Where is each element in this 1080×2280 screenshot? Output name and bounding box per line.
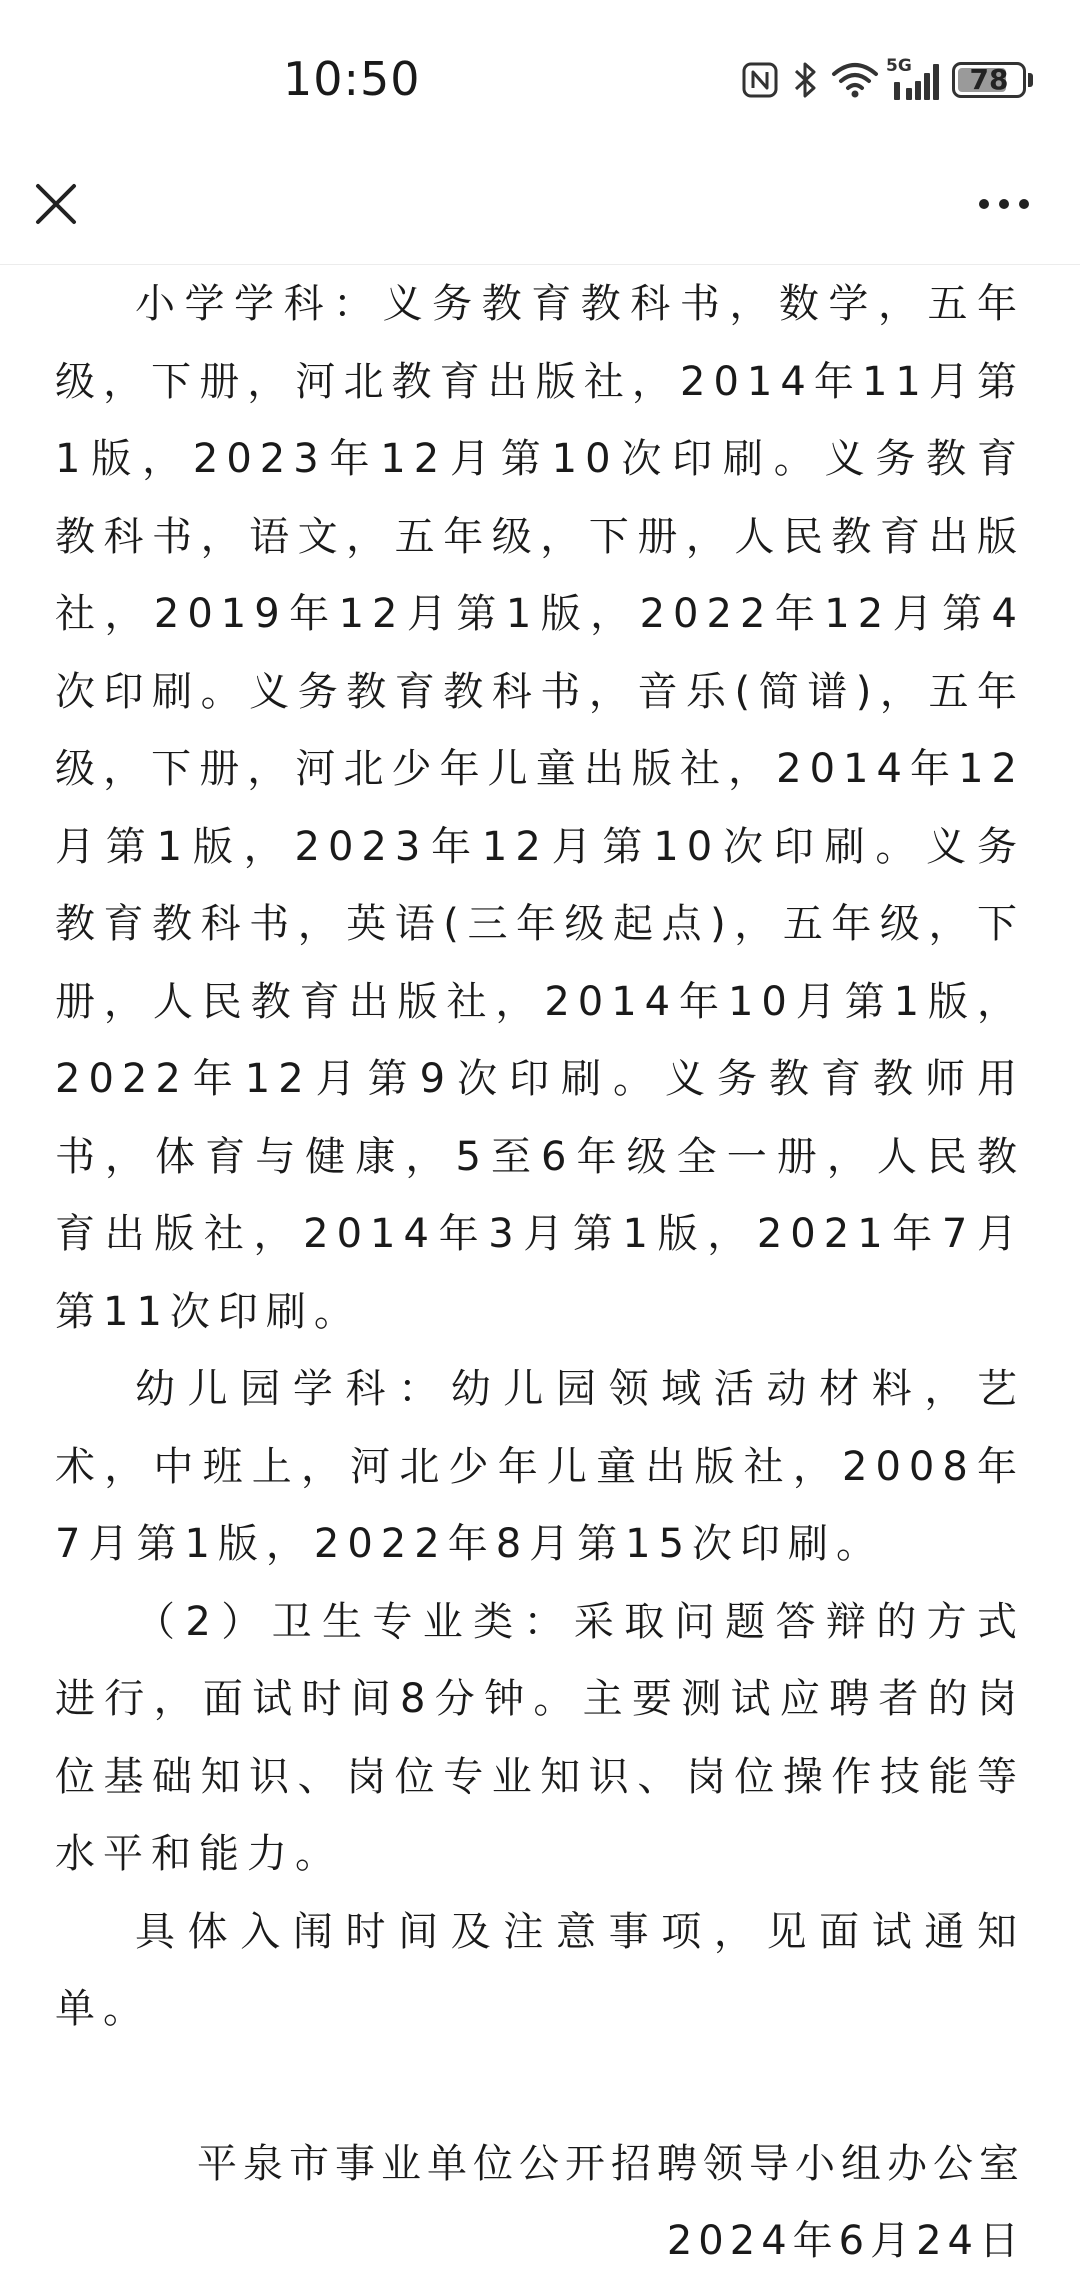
bluetooth-icon bbox=[788, 59, 822, 101]
spacer bbox=[55, 2049, 1025, 2126]
signature-organization: 平泉市事业单位公开招聘领导小组办公室 bbox=[197, 2140, 1025, 2187]
nav-bar bbox=[0, 160, 1080, 265]
battery-cap bbox=[1028, 73, 1033, 87]
more-button[interactable] bbox=[976, 186, 1032, 222]
5g-signal-icon bbox=[886, 58, 944, 102]
close-icon bbox=[30, 178, 82, 230]
signature-date: 2024年6月24日 bbox=[666, 2217, 1025, 2264]
article-body bbox=[55, 266, 1025, 2280]
status-icons bbox=[740, 55, 1033, 105]
nfc-icon bbox=[740, 60, 780, 100]
battery-percent: 78 bbox=[969, 63, 1009, 96]
paragraph-primary-school: 小学学科：义务教育教科书，数学，五年级，下册，河北教育出版社，2014年11月第1版，2023年12月第10次印刷。义务教育教科书，语文，五年级，下册，人民教育出版社，2019年12月第1版，2022年12月第4次印刷。义务教育教科书，音乐(简谱)，五年级，下册，河北少年儿童出版社，2014年12月第1版，2023年12月第10次印刷。义务教育教科书，英语(三年级起点)，五年级，下册，人民教育出版社，2014年10月第1版，2022年12月第9次印刷。义务教育教师用书，体育与健康，5至6年级全一册，人民教育出版社，2014年3月第1版，2021年7月第11次印刷。 bbox=[55, 281, 1025, 1335]
more-icon bbox=[976, 186, 1032, 222]
status-bar bbox=[0, 0, 1080, 160]
wifi-icon bbox=[830, 60, 880, 100]
paragraph-health-category: （2）卫生专业类：采取问题答辩的方式进行，面试时间8分钟。主要测试应聘者的岗位基础知识、岗位专业知识、岗位操作技能等水平和能力。 bbox=[55, 1598, 1025, 1877]
paragraph-kindergarten: 幼儿园学科：幼儿园领域活动材料，艺术，中班上，河北少年儿童出版社，2008年7月第1版，2022年8月第15次印刷。 bbox=[55, 1366, 1025, 1567]
paragraph-notice: 具体入闱时间及注意事项，见面试通知单。 bbox=[55, 1908, 1025, 2032]
status-time: 10:50 bbox=[283, 52, 421, 106]
close-button[interactable] bbox=[30, 178, 82, 230]
network-label: 5G bbox=[886, 56, 912, 76]
battery-icon bbox=[952, 62, 1026, 98]
